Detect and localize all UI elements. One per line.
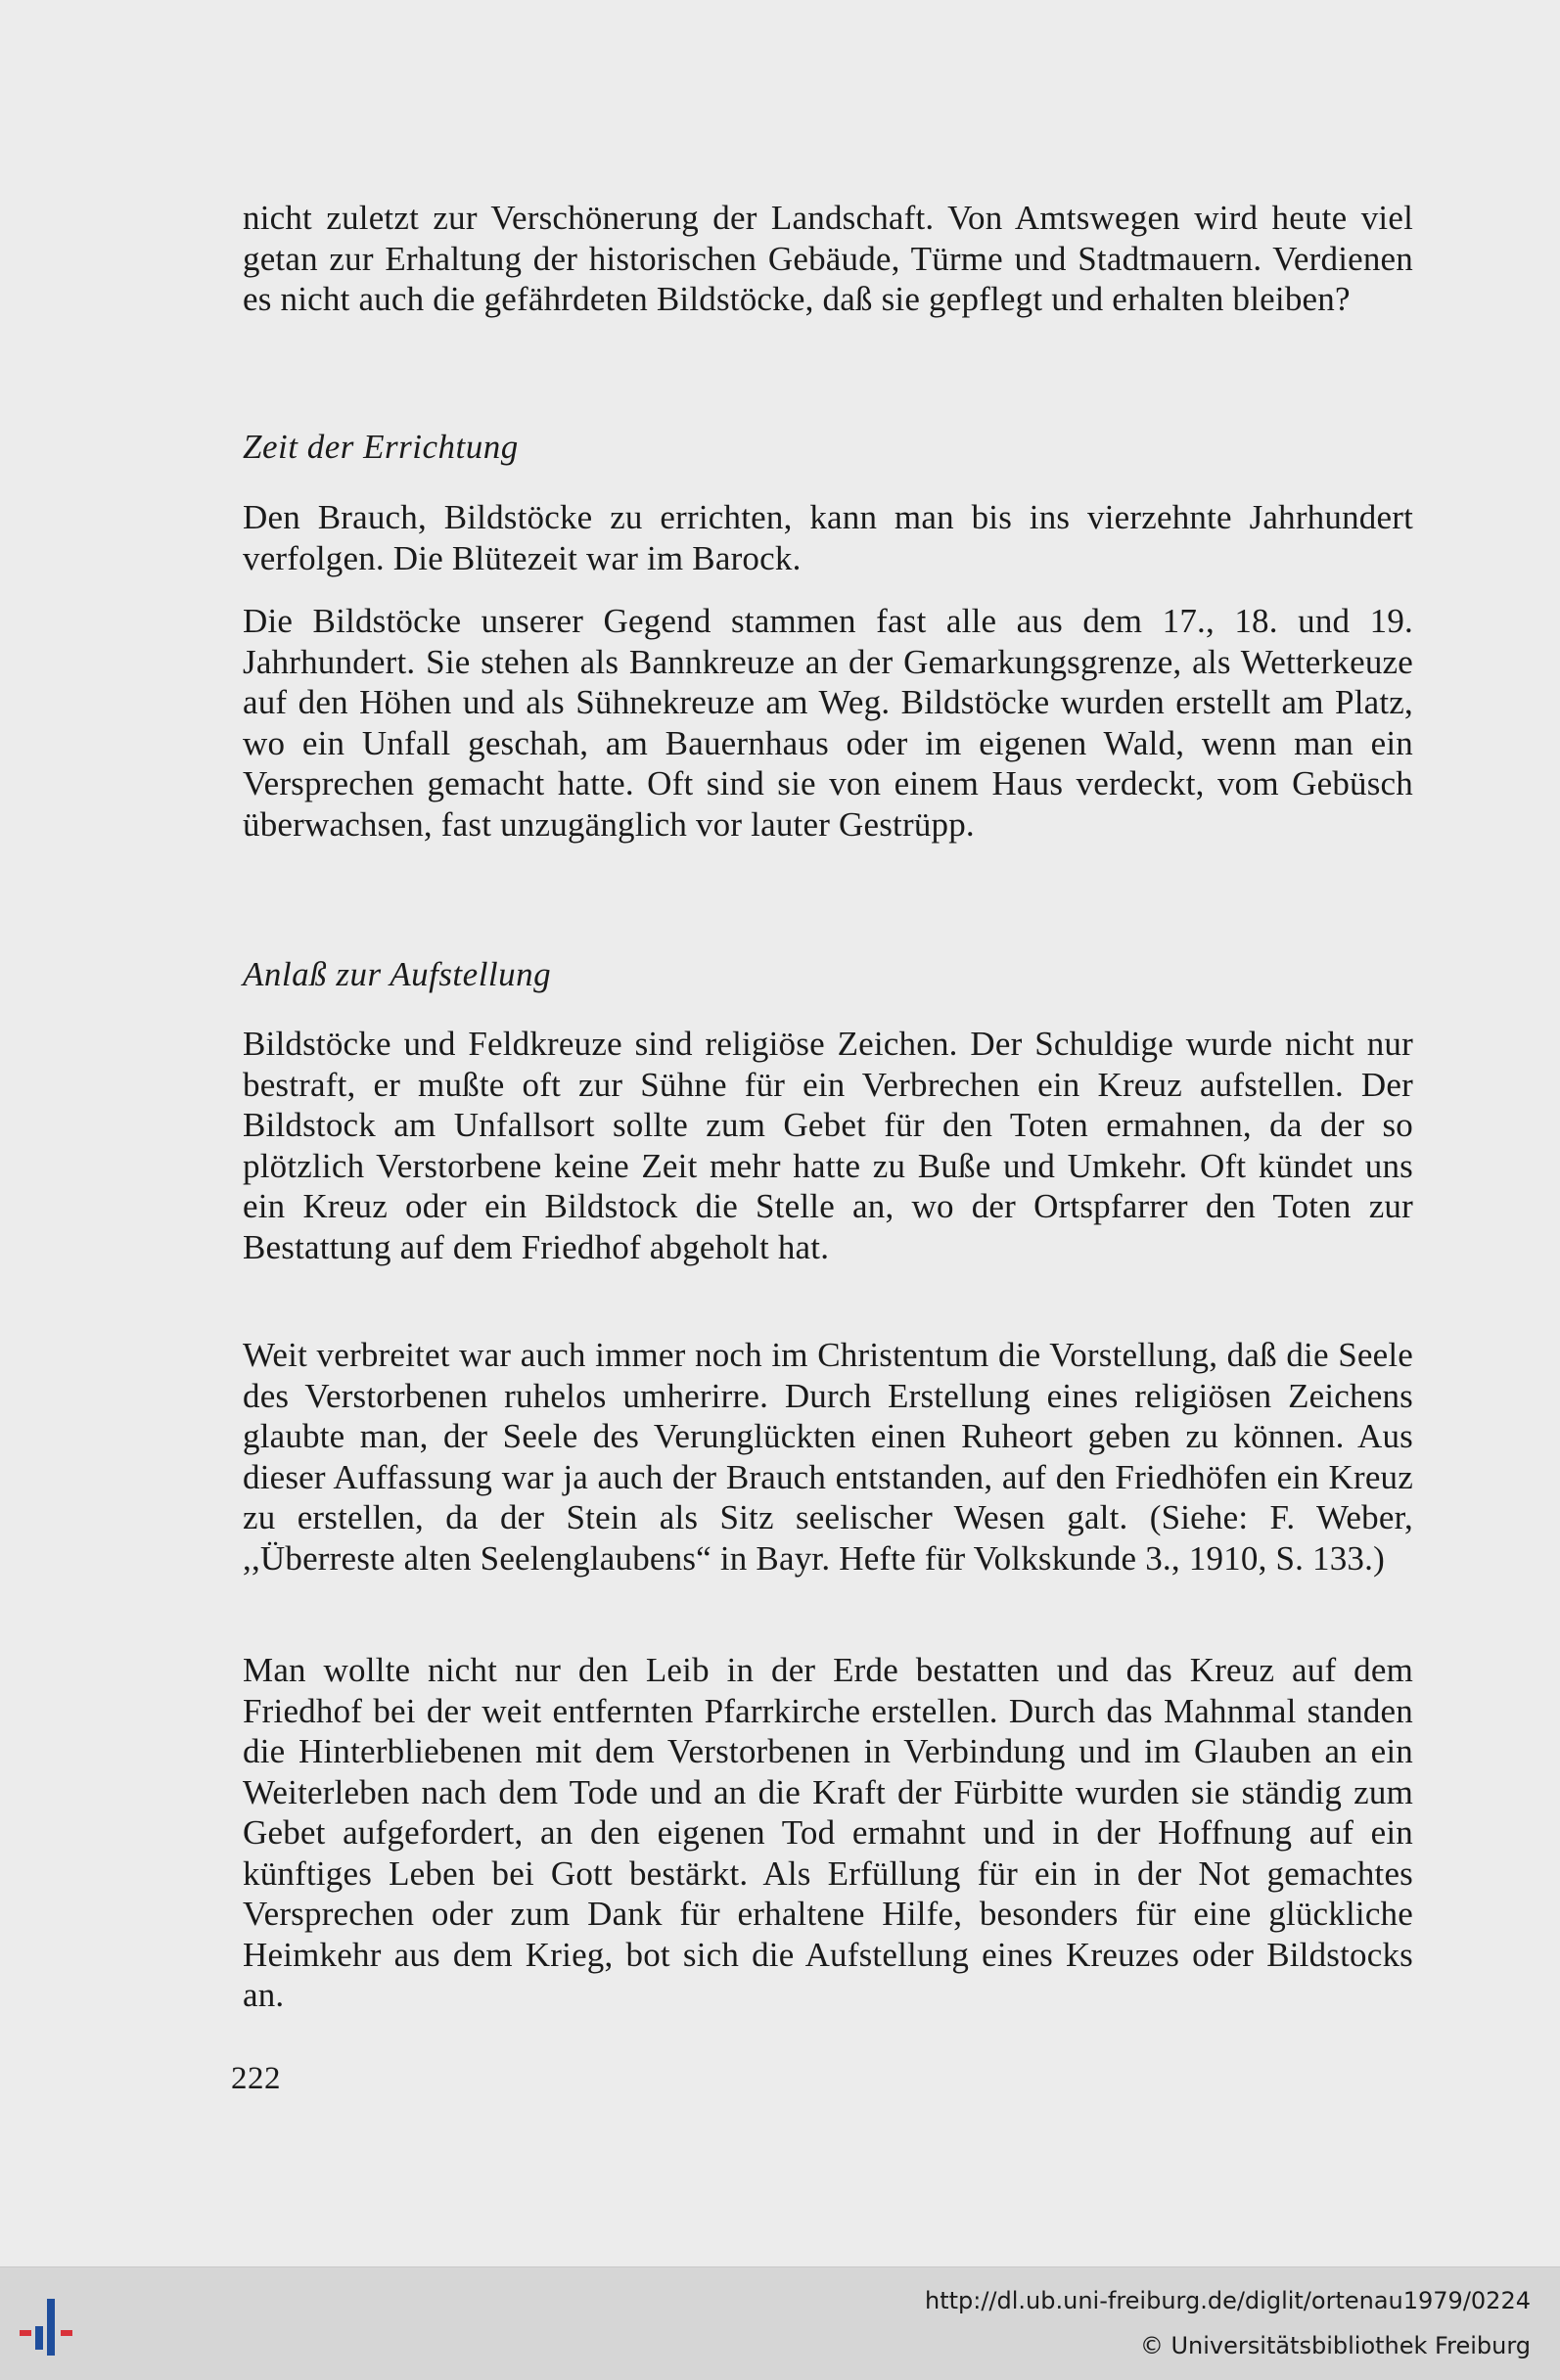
paragraph-religioese-zeichen: Bildstöcke und Feldkreuze sind religiöse Zeichen. Der Schuldige wurde nicht nur bestraft, er mußte oft zur Sühne für ein Verbrechen ein Kreuz aufstellen. Der Bildstock am Unfallsort sollte zum Gebet für den Toten ermahnen, da der so plötzlich Verstorbene keine Zeit mehr hatte zu Buße und Umkehr. Oft kündet uns ein Kreuz oder ein Bildstock die Stelle an, wo der Ortspfarrer den Toten zur Bestattung auf dem Friedhof abgeholt hat. (243, 1025, 1413, 1266)
paragraph-bildstoecke-gegend: Die Bildstöcke unserer Gegend stammen fast alle aus dem 17., 18. und 19. Jahrhundert. Sie stehen als Bannkreuze an der Gemarkungsgrenze, als Wetterkeuze auf den Höhen und als Sühnekreuze am Weg. Bildstöcke wurden erstellt am Platz, wo ein Unfall geschah, am Bauernhaus oder im eigenen Wald, wenn man ein Versprechen gemacht hatte. Oft sind sie von einem Haus verdeckt, vom Gebüsch überwachsen, fast unzugänglich vor lauter Gestrüpp. (243, 602, 1413, 844)
ub-freiburg-logo-icon (10, 2281, 98, 2369)
section-heading-anlass-zur-aufstellung: Anlaß zur Aufstellung (243, 955, 552, 993)
section-heading-zeit-der-errichtung: Zeit der Errichtung (243, 428, 519, 466)
paragraph-brauch: Den Brauch, Bildstöcke zu errichten, kann man bis ins vierzehnte Jahrhundert verfolgen. Die Blütezeit war im Barock. (243, 498, 1413, 577)
paragraph-mahnmal: Man wollte nicht nur den Leib in der Erde bestatten und das Kreuz auf dem Friedhof bei der weit entfernten Pfarrkirche erstellen. Durch das Mahnmal standen die Hinterbliebenen mit dem Verstorbenen in Verbindung und im Glauben an ein Weiterleben nach dem Tode und an die Kraft der Fürbitte wurden sie ständig zum Gebet aufgefordert, an den eigenen Tod ermahnt und in der Hoffnung auf ein künftiges Leben bei Gott bestärkt. Als Erfüllung für ein in der Not gemachtes Versprechen oder zum Dank für erhaltene Hilfe, besonders für eine glückliche Heimkehr aus dem Krieg, bot sich die Aufstellung eines Kreuzes oder Bildstocks an. (243, 1651, 1413, 2014)
copyright-notice: © Universitätsbibliothek Freiburg (1139, 2332, 1531, 2359)
page-number: 222 (231, 2061, 281, 2096)
paragraph-vorstellung: Weit verbreitet war auch immer noch im Christentum die Vorstellung, daß die Seele des Verstorbenen ruhelos umherirre. Durch Erstellung eines religiösen Zeichens glaubte man, der Seele des Verunglückten einen Ruheort geben zu können. Aus dieser Auffassung war ja auch der Brauch entstanden, auf den Friedhöfen ein Kreuz zu erstellen, da der Stein als Sitz seelischer Wesen galt. (Siehe: F. Weber, ,,Überreste alten Seelenglaubens“ in Bayr. Hefte für Volkskunde 3., 1910, S. 133.) (243, 1336, 1413, 1578)
source-url-link[interactable]: http://dl.ub.uni-freiburg.de/diglit/ortenau1979/0224 (924, 2287, 1531, 2314)
viewer-footer (0, 2266, 1560, 2380)
paragraph-intro: nicht zuletzt zur Verschönerung der Landschaft. Von Amtswegen wird heute viel getan zur Erhaltung der historischen Gebäude, Türme und Stadtmauern. Verdienen es nicht auch die gefährdeten Bildstöcke, daß sie gepflegt und erhalten bleiben? (243, 199, 1413, 318)
